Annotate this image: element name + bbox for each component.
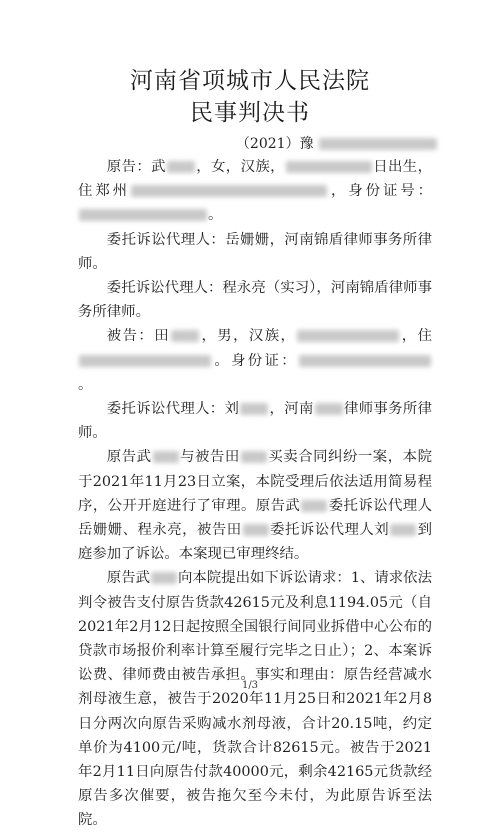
case-number-prefix: （2021）豫 xyxy=(235,136,314,152)
document-type: 民事判决书 xyxy=(190,100,310,126)
claims-paragraph: 原告武 向本院提出如下诉讼请求：1、请求依法判令被告支付原告货款42615元及利息1194.05元（自2021年2月12日起按照全国银行间同业拆借中心公布的贷款市场报价利率计算至履行完毕之日止）；2、本案诉讼费、律师费由被告承担。事实和理由：原告经营减水剂母液生意，被告于2020年11月25日和2021年2月8日分两次向原告采购减水剂母液，合计20.15吨，约定单价为4100元/吨，货款合计82615元。被告于2021年2月11日向原告付款40000元，剩余42165元货款经原告多次催要，被告拖欠至今未付，为此原告诉至法院。 xyxy=(78,570,432,829)
case-intro-paragraph: 原告武 与被告田 买卖合同纠纷一案，本院于2021年11月23日立案，本院受理后依法适用简易程序，公开开庭进行了审理。原告武 委托诉讼代理人岳姗姗、程永亮，被告田 委托诉讼代理人刘 到庭参加了诉讼。本案现已审理终结。 xyxy=(78,449,432,563)
redacted-address xyxy=(131,185,327,197)
court-name: 河南省项城市人民法院 xyxy=(130,68,370,94)
redacted-firm xyxy=(315,403,343,415)
judgment-body xyxy=(78,155,432,833)
plaintiff-info: 原告：武 ，女，汉族， 日出生，住郑州 ，身份证号：。 xyxy=(78,159,432,224)
redacted-name xyxy=(167,161,195,173)
redacted-name xyxy=(171,330,199,342)
redacted-id-number xyxy=(299,355,431,367)
redacted-name xyxy=(153,451,179,463)
plaintiff-agent-1: 委托诉讼代理人：岳姗姗，河南锦盾律师事务所律师。 xyxy=(78,231,432,272)
redacted-name xyxy=(151,572,177,584)
redacted-name xyxy=(240,403,268,415)
defendant-info: 被告：田 ，男，汉族， ，住。身份证：。 xyxy=(78,328,432,393)
redacted-name xyxy=(241,451,267,463)
redacted-name xyxy=(390,524,416,536)
redacted-name xyxy=(243,524,269,536)
redacted-id-number xyxy=(79,209,207,221)
redacted-birthdate xyxy=(297,330,399,342)
case-number xyxy=(236,133,438,153)
plaintiff-agent-2: 委托诉讼代理人：程永亮（实习），河南锦盾律师事务所律师。 xyxy=(78,280,432,321)
redacted-name xyxy=(301,500,327,512)
redacted-birthdate xyxy=(286,161,372,173)
defendant-agent: 委托诉讼代理人：刘 ，河南 律师事务所律师。 xyxy=(78,401,432,442)
redacted-address xyxy=(79,355,211,367)
page-indicator: 1/3 xyxy=(241,680,259,691)
redacted-case-number xyxy=(319,138,437,150)
